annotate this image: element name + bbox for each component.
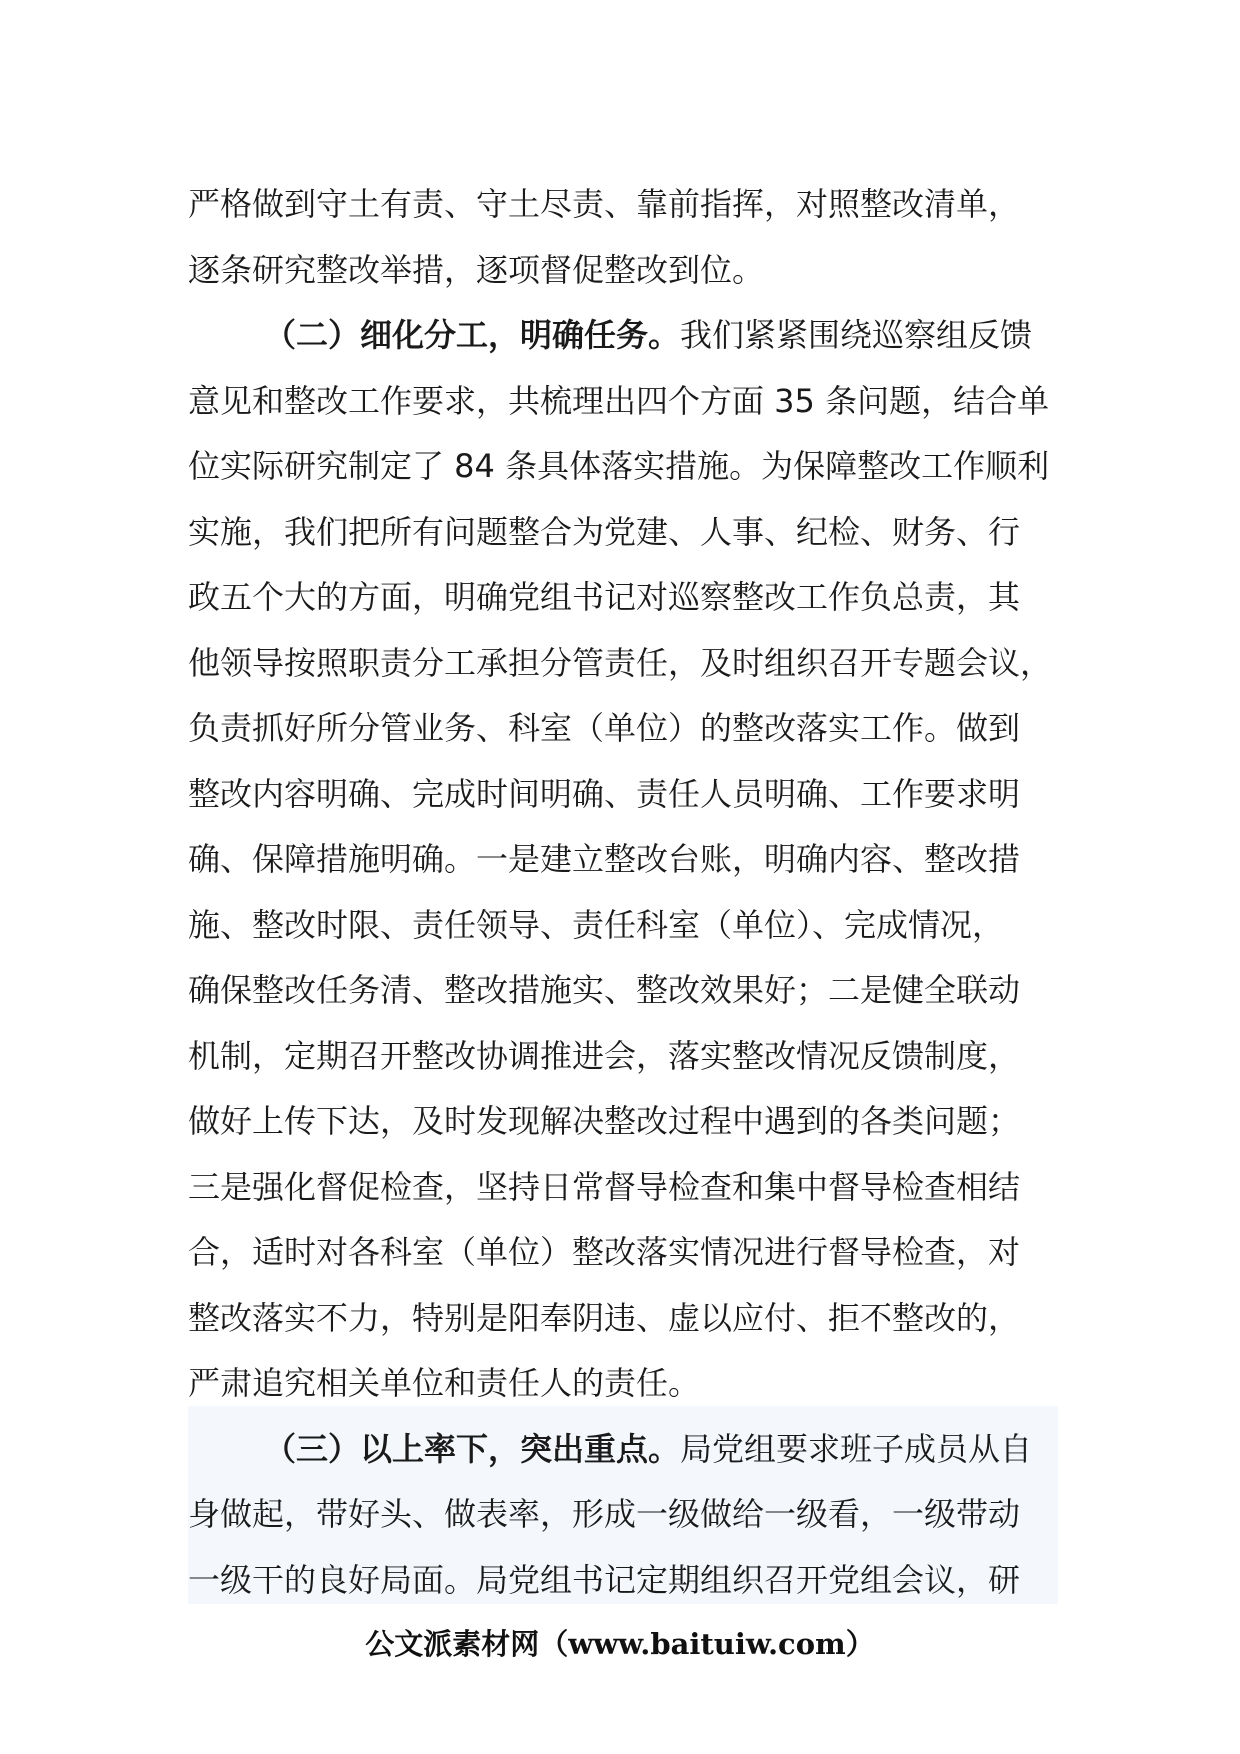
- line-text: 做好上传下达，及时发现解决整改过程中遇到的各类问题；: [188, 1102, 1021, 1140]
- line-text: 逐条研究整改举措，逐项督促整改到位。: [188, 250, 765, 289]
- line-text: 政五个大的方面，明确党组书记对巡察整改工作负总责，其: [188, 578, 1021, 616]
- text-line: [188, 1024, 1068, 1090]
- section-heading: （三）以上率下，突出重点。: [264, 1429, 681, 1468]
- line-text: 局党组要求班子成员从自: [680, 1429, 1033, 1468]
- line-text: 实施，我们把所有问题整合为党建、人事、纪检、财务、行: [188, 512, 1021, 551]
- text-line: [188, 762, 1068, 828]
- line-text: 一级干的良好局面。局党组书记定期组织召开党组会议，研: [188, 1560, 1021, 1599]
- text-line: [188, 631, 1068, 697]
- line-text: 确、保障措施明确。一是建立整改台账，明确内容、整改措: [188, 840, 1021, 878]
- text-line: [188, 500, 1068, 566]
- line-text: 他领导按照职责分工承担分管责任，及时组织召开专题会议，: [188, 643, 1053, 682]
- line-text: 位实际研究制定了 84 条具体落实措施。为保障整改工作顺利: [188, 447, 1050, 485]
- section-heading: （二）细化分工，明确任务。: [264, 316, 681, 354]
- text-line: [188, 1155, 1068, 1221]
- line-text: 我们紧紧围绕巡察组反馈: [680, 316, 1033, 354]
- text-line: [188, 1351, 1068, 1417]
- line-text: 施、整改时限、责任领导、责任科室（单位）、完成情况，: [188, 905, 1005, 944]
- line-text: 负责抓好所分管业务、科室（单位）的整改落实工作。做到: [188, 709, 1021, 747]
- text-line: [188, 1482, 1068, 1548]
- text-line: [188, 172, 1068, 238]
- line-text: 意见和整改工作要求，共梳理出四个方面 35 条问题，结合单: [188, 381, 1050, 420]
- text-line: [188, 893, 1068, 959]
- line-text: 确保整改任务清、整改措施实、整改效果好；二是健全联动: [188, 971, 1021, 1009]
- document-body: [188, 172, 1068, 1613]
- footer-watermark: 公文派素材网（www.baituiw.com）: [365, 1627, 875, 1661]
- section-heading-line: [188, 1417, 1068, 1483]
- text-line: [188, 696, 1068, 762]
- line-text: 三是强化督促检查，坚持日常督导检查和集中督导检查相结: [188, 1167, 1021, 1206]
- text-line: [188, 369, 1068, 435]
- text-line: [188, 1548, 1068, 1614]
- line-text: 身做起，带好头、做表率，形成一级做给一级看，一级带动: [188, 1495, 1021, 1533]
- text-line: [188, 238, 1068, 304]
- text-line: [188, 827, 1068, 893]
- text-line: [188, 1286, 1068, 1352]
- line-text: 整改落实不力，特别是阳奉阴违、虚以应付、拒不整改的，: [188, 1298, 1021, 1337]
- text-line: [188, 958, 1068, 1024]
- section-heading-line: [188, 303, 1068, 369]
- line-text: 严格做到守土有责、守土尽责、靠前指挥，对照整改清单，: [188, 185, 1021, 223]
- text-line: [188, 434, 1068, 500]
- line-text: 合，适时对各科室（单位）整改落实情况进行督导检查，对: [188, 1233, 1021, 1271]
- text-line: [188, 1089, 1068, 1155]
- line-text: 机制，定期召开整改协调推进会，落实整改情况反馈制度，: [188, 1036, 1021, 1075]
- line-text: 整改内容明确、完成时间明确、责任人员明确、工作要求明: [188, 774, 1021, 813]
- line-text: 严肃追究相关单位和责任人的责任。: [188, 1364, 701, 1402]
- text-line: [188, 565, 1068, 631]
- text-line: [188, 1220, 1068, 1286]
